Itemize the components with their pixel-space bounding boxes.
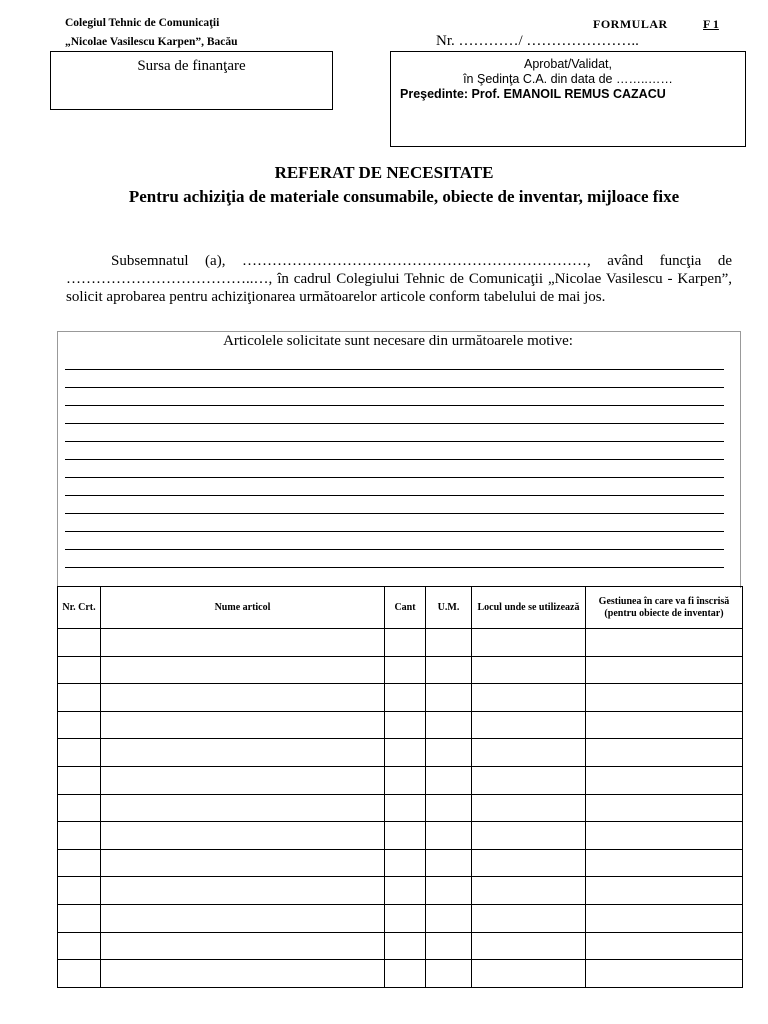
cell-nr[interactable]	[58, 711, 101, 739]
cell-unit[interactable]	[426, 684, 472, 712]
cell-unit[interactable]	[426, 960, 472, 988]
approval-president: Preşedinte: Prof. EMANOIL REMUS CAZACU	[400, 87, 666, 101]
cell-management[interactable]	[586, 904, 743, 932]
approval-status: Aprobat/Validat,	[523, 57, 613, 71]
cell-nr[interactable]	[58, 932, 101, 960]
reason-line	[65, 369, 724, 370]
cell-nr[interactable]	[58, 629, 101, 657]
cell-unit[interactable]	[426, 877, 472, 905]
cell-quantity[interactable]	[385, 794, 426, 822]
cell-name[interactable]	[101, 766, 385, 794]
cell-name[interactable]	[101, 656, 385, 684]
reason-line	[65, 531, 724, 532]
cell-management[interactable]	[586, 822, 743, 850]
col-nr-crt: Nr. Crt.	[58, 587, 101, 629]
cell-nr[interactable]	[58, 849, 101, 877]
cell-nr[interactable]	[58, 794, 101, 822]
institution-name: Colegiul Tehnic de Comunicaţii	[65, 17, 220, 29]
table-row	[58, 877, 743, 905]
cell-management[interactable]	[586, 960, 743, 988]
cell-name[interactable]	[101, 877, 385, 905]
cell-location[interactable]	[472, 684, 586, 712]
cell-nr[interactable]	[58, 739, 101, 767]
cell-quantity[interactable]	[385, 739, 426, 767]
funding-source-label: Sursa de finanţare	[137, 58, 246, 74]
cell-name[interactable]	[101, 822, 385, 850]
cell-unit[interactable]	[426, 932, 472, 960]
cell-quantity[interactable]	[385, 656, 426, 684]
cell-quantity[interactable]	[385, 960, 426, 988]
cell-unit[interactable]	[426, 904, 472, 932]
reason-line	[65, 495, 724, 496]
cell-name[interactable]	[101, 904, 385, 932]
cell-unit[interactable]	[426, 794, 472, 822]
col-unit: U.M.	[426, 587, 472, 629]
reason-line	[65, 459, 724, 460]
cell-nr[interactable]	[58, 960, 101, 988]
cell-management[interactable]	[586, 877, 743, 905]
reasons-header: Articolele solicitate sunt necesare din următoarele motive:	[223, 333, 573, 349]
cell-name[interactable]	[101, 849, 385, 877]
cell-location[interactable]	[472, 739, 586, 767]
cell-quantity[interactable]	[385, 711, 426, 739]
reason-line	[65, 549, 724, 550]
cell-quantity[interactable]	[385, 766, 426, 794]
items-table	[57, 586, 743, 988]
cell-nr[interactable]	[58, 656, 101, 684]
table-row	[58, 932, 743, 960]
cell-nr[interactable]	[58, 684, 101, 712]
cell-management[interactable]	[586, 766, 743, 794]
table-header-row	[58, 587, 743, 629]
col-item-name: Nume articol	[101, 587, 385, 629]
cell-quantity[interactable]	[385, 629, 426, 657]
cell-quantity[interactable]	[385, 684, 426, 712]
cell-management[interactable]	[586, 711, 743, 739]
cell-name[interactable]	[101, 739, 385, 767]
cell-location[interactable]	[472, 849, 586, 877]
reason-line	[65, 387, 724, 388]
cell-name[interactable]	[101, 960, 385, 988]
cell-nr[interactable]	[58, 904, 101, 932]
form-code: F 1	[703, 17, 719, 31]
cell-location[interactable]	[472, 629, 586, 657]
cell-unit[interactable]	[426, 656, 472, 684]
approval-meeting-date: în Şedinţa C.A. din data de ……..……	[463, 72, 673, 86]
cell-location[interactable]	[472, 711, 586, 739]
cell-unit[interactable]	[426, 849, 472, 877]
cell-nr[interactable]	[58, 877, 101, 905]
cell-location[interactable]	[472, 932, 586, 960]
cell-management[interactable]	[586, 629, 743, 657]
cell-quantity[interactable]	[385, 932, 426, 960]
cell-unit[interactable]	[426, 766, 472, 794]
col-location: Locul unde se utilizează	[472, 587, 586, 629]
table-row	[58, 904, 743, 932]
registration-number-line: Nr. …………/ …………………..	[436, 33, 639, 49]
request-paragraph: Subsemnatul (a), ……………………………………………………………, având funcţia de ………………………………..…, în cadrul Colegiului Tehnic de Comunicaţii „Nicolae Vasilescu - Karpen”, solicit aprobarea pentru achiziţionarea următoarelor articole conform tabelului de mai jos.	[66, 253, 732, 305]
form-label: FORMULAR	[593, 17, 668, 31]
cell-quantity[interactable]	[385, 904, 426, 932]
cell-location[interactable]	[472, 794, 586, 822]
cell-name[interactable]	[101, 684, 385, 712]
cell-location[interactable]	[472, 822, 586, 850]
cell-nr[interactable]	[58, 822, 101, 850]
table-row	[58, 960, 743, 988]
document-subtitle: Pentru achiziţia de materiale consumabile, obiecte de inventar, mijloace fixe	[128, 187, 680, 206]
table-row	[58, 739, 743, 767]
table-row	[58, 794, 743, 822]
table-row	[58, 822, 743, 850]
cell-quantity[interactable]	[385, 822, 426, 850]
cell-location[interactable]	[472, 960, 586, 988]
cell-management[interactable]	[586, 739, 743, 767]
cell-location[interactable]	[472, 877, 586, 905]
cell-location[interactable]	[472, 904, 586, 932]
institution-subname: „Nicolae Vasilescu Karpen”, Bacău	[65, 36, 238, 48]
cell-unit[interactable]	[426, 739, 472, 767]
reason-line	[65, 477, 724, 478]
cell-name[interactable]	[101, 932, 385, 960]
cell-name[interactable]	[101, 794, 385, 822]
table-row	[58, 711, 743, 739]
cell-nr[interactable]	[58, 766, 101, 794]
cell-management[interactable]	[586, 656, 743, 684]
document-title: REFERAT DE NECESITATE	[274, 163, 494, 182]
col-quantity: Cant	[385, 587, 426, 629]
cell-unit[interactable]	[426, 822, 472, 850]
reason-line	[65, 423, 724, 424]
table-row	[58, 849, 743, 877]
reason-line	[65, 405, 724, 406]
approval-box	[390, 51, 746, 147]
cell-quantity[interactable]	[385, 849, 426, 877]
cell-management[interactable]	[586, 849, 743, 877]
reason-line	[65, 441, 724, 442]
table-row	[58, 629, 743, 657]
reason-line	[65, 567, 724, 568]
funding-source-box	[50, 51, 333, 110]
cell-management[interactable]	[586, 794, 743, 822]
cell-name[interactable]	[101, 711, 385, 739]
table-row	[58, 766, 743, 794]
cell-location[interactable]	[472, 766, 586, 794]
cell-name[interactable]	[101, 629, 385, 657]
col-management: Gestiunea în care va fi înscrisă (pentru obiecte de inventar)	[586, 587, 743, 629]
cell-management[interactable]	[586, 932, 743, 960]
cell-management[interactable]	[586, 684, 743, 712]
cell-location[interactable]	[472, 656, 586, 684]
table-row	[58, 684, 743, 712]
cell-unit[interactable]	[426, 629, 472, 657]
reason-line	[65, 513, 724, 514]
cell-quantity[interactable]	[385, 877, 426, 905]
cell-unit[interactable]	[426, 711, 472, 739]
table-row	[58, 656, 743, 684]
